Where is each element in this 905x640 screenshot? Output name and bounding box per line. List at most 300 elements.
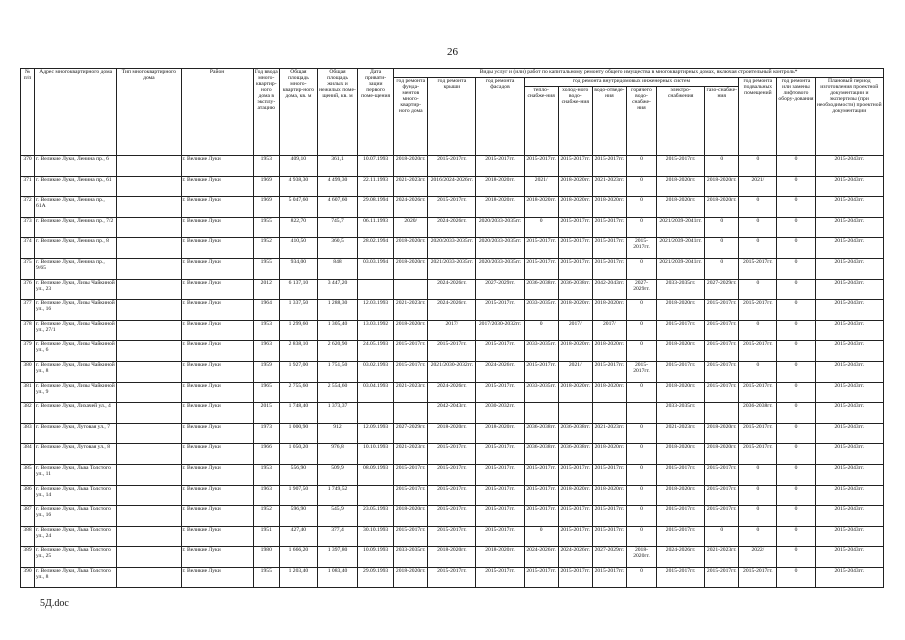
table-row [21,567,884,588]
cell-district: г. Великие Луки [181,238,253,259]
cell-fund: 2018-2020гг. [394,506,428,527]
cell-cold-water: 2015-2017гг. [558,238,592,259]
cell-facade: 2024-2026гг. [476,361,524,382]
cell-cold-water: 2018-2020гг. [558,341,592,362]
cell-hot-water: 0 [626,176,656,197]
cell-facade: 2015-2017гг. [476,485,524,506]
cell-lift: 0 [777,156,815,177]
cell-facade: 2030-2032гг. [476,403,524,424]
cell-electric: 2021/2039-2041гг. [657,258,705,279]
cell-priv-date [358,485,394,506]
cell-district: г. Великие Луки [181,547,253,568]
cell-roof: 2021/2033-2035гг. [428,258,476,279]
cell-district: г. Великие Луки [181,197,253,218]
cell-total-area: 556,90 [279,464,317,485]
col-heat-header: тепло-снабже-ния [524,87,558,156]
page-number: 26 [447,46,458,58]
cell-roof: 2024-2026гг. [428,217,476,238]
cell-priv-date: 29.09.1993 [358,567,394,588]
cell-gas [705,403,739,424]
cell-gas: 2015-2017гг. [705,506,739,527]
cell-fund: 2021-2023гг. [394,444,428,465]
cell-sewer: 2042-2043гг. [592,279,626,300]
cell-living-area: 4 607,60 [317,197,357,218]
cell-hot-water: 0 [626,300,656,321]
cell-year: 1964 [253,300,279,321]
cell-lift: 0 [777,197,815,218]
cell-electric: 2015-2017гг. [657,506,705,527]
cell-living-area: 361,1 [317,156,357,177]
cell-total-area: 1 666,20 [279,547,317,568]
cell-fund: 2015-2017гг. [394,361,428,382]
table-row [21,506,884,527]
cell-hot-water: 0 [626,217,656,238]
cell-living-area: 1 749,52 [317,485,357,506]
cell-facade: 2015-2017гг. [476,506,524,527]
cell-type [117,238,181,259]
table-row [21,300,884,321]
cell-hot-water: 0 [626,567,656,588]
cell-year: 1955 [253,258,279,279]
cell-type [117,547,181,568]
col-roof-header: год ремонта крыши [428,78,476,156]
cell-electric: 2018-2020гг. [657,176,705,197]
cell-facade: 2015-2017гг. [476,567,524,588]
cell-electric: 2015-2017гг. [657,156,705,177]
cell-heat: 2036-2038гг. [524,444,558,465]
cell-lift: 0 [777,320,815,341]
cell-address: г. Великие Луки, Лутовая ул., 7 [35,423,117,444]
cell-living-area: 1 305,40 [317,320,357,341]
cell-facade: 2020/2033-2035гг. [476,238,524,259]
cell-design: 2015-2043гг. [815,423,883,444]
cell-fund: 2021-2023гг. [394,300,428,321]
cell-heat: 2033-2035гг. [524,382,558,403]
cell-electric: 2018-2020гг. [657,382,705,403]
table-row [21,258,884,279]
cell-address: г. Великие Луки, Лизы Чайкиной ул., 27/1 [35,320,117,341]
cell-address: г. Великие Луки, Льва Толстого ул., 14 [35,485,117,506]
cell-address: г. Великие Луки, Льва Толстого ул., 8 [35,567,117,588]
cell-sewer: 2015-2017гг. [592,464,626,485]
cell-gas: 0 [705,156,739,177]
cell-gas: 2015-2017гг. [705,485,739,506]
cell-hot-water: 2015-2017гг. [626,361,656,382]
cell-roof: 2015-2017гг. [428,464,476,485]
cell-basement: 0 [739,238,777,259]
cell-sewer: 2018-2020гг. [592,300,626,321]
cell-priv-date: 29.08.1994 [358,197,394,218]
cell-priv-date: 03.04.1993 [358,382,394,403]
cell-roof: 2015-2017гг. [428,444,476,465]
cell-lift: 0 [777,217,815,238]
cell-electric: 2033-2035гг. [657,279,705,300]
cell-district: г. Великие Луки [181,300,253,321]
cell-cold-water: 2015-2017гг. [558,156,592,177]
cell-sewer: 2018-2020гг. [592,485,626,506]
cell-gas: 2015-2017гг. [705,361,739,382]
cell-address: г. Великие Луки, Лизы Чайкиной ул., 23 [35,279,117,300]
cell-address: г. Великие Луки, Ленина пр., 61А [35,197,117,218]
cell-cold-water: 2024-2026гг. [558,547,592,568]
cell-heat: 2036-2038гг. [524,279,558,300]
cell-total-area: 409,10 [279,156,317,177]
cell-electric: 2018-2020гг. [657,341,705,362]
cell-district: г. Великие Луки [181,464,253,485]
cell-num: 388 [21,526,35,547]
cell-address: г. Великие Луки, Ленина пр., 7/2 [35,217,117,238]
cell-type [117,526,181,547]
cell-address: г. Великие Луки, Лизы Чайкиной ул., 6 [35,341,117,362]
cell-roof: 2024-2026гг. [428,382,476,403]
cell-living-area: 509,9 [317,464,357,485]
cell-hot-water: 0 [626,506,656,527]
cell-facade: 2015-2017гг. [476,300,524,321]
cell-design: 2015-2043гг. [815,506,883,527]
cell-gas: 2018-2020гг. [705,423,739,444]
cell-address: г. Великие Луки, Льва Толстого ул., 25 [35,547,117,568]
cell-basement: 2015-2017гг. [739,567,777,588]
cell-total-area: 410,50 [279,238,317,259]
cell-sewer: 2018-2020гг. [592,341,626,362]
cell-basement: 2036-2038гг. [739,403,777,424]
cell-heat: 2015-2017гг. [524,567,558,588]
cell-roof: 2015-2017гг. [428,526,476,547]
col-gas-header: газо-снабже-ния [705,87,739,156]
cell-total-area: 1 748,40 [279,403,317,424]
cell-year: 2012 [253,279,279,300]
cell-type [117,485,181,506]
cell-address: г. Великие Луки, Льва Толстого ул., 11 [35,464,117,485]
cell-district: г. Великие Луки [181,485,253,506]
cell-num: 380 [21,361,35,382]
cell-num: 376 [21,279,35,300]
cell-type [117,156,181,177]
cell-facade: 2017/2030-2032гг. [476,320,524,341]
repair-schedule-table [20,68,884,588]
cell-design: 2015-2043гг. [815,444,883,465]
cell-design: 2015-2043гг. [815,197,883,218]
col-type-header: Тип многоквартирного дома [117,69,181,156]
cell-cold-water: 2036-2038гг. [558,444,592,465]
cell-facade: 2027-2029гг. [476,279,524,300]
cell-num: 370 [21,156,35,177]
cell-address: г. Великие Луки, Лизы Чайкиной ул., 16 [35,300,117,321]
cell-heat: 2018-2020гг. [524,197,558,218]
cell-year: 1969 [253,176,279,197]
cell-total-area: 2 755,60 [279,382,317,403]
cell-sewer: 2015-2017гг. [592,506,626,527]
cell-heat [524,403,558,424]
cell-year: 1952 [253,238,279,259]
cell-hot-water: 2027-2029гг. [626,279,656,300]
cell-lift: 0 [777,506,815,527]
cell-design: 2015-2043гг. [815,279,883,300]
cell-electric: 2015-2017гг. [657,464,705,485]
cell-priv-date [358,403,394,424]
cell-basement: 2015-2017гг. [739,341,777,362]
cell-address: г. Великие Луки, Лутовая ул., 8 [35,444,117,465]
cell-living-area: 3 447,20 [317,279,357,300]
cell-living-area: 1 288,30 [317,300,357,321]
cell-facade: 2018-2020гг. [476,423,524,444]
cell-priv-date: 12.03.1993 [358,300,394,321]
table-row [21,238,884,259]
cell-total-area: 822,70 [279,217,317,238]
cell-hot-water: 0 [626,320,656,341]
cell-year: 1953 [253,156,279,177]
cell-district: г. Великие Луки [181,361,253,382]
cell-district: г. Великие Луки [181,176,253,197]
cell-cold-water: 2021/ [558,361,592,382]
cell-district: г. Великие Луки [181,217,253,238]
cell-cold-water: 2018-2020гг. [558,197,592,218]
cell-type [117,279,181,300]
cell-gas: 2015-2017гг. [705,567,739,588]
cell-fund: 2015-2017гг. [394,464,428,485]
cell-num: 382 [21,403,35,424]
cell-total-area: 5 047,60 [279,197,317,218]
table-row [21,403,884,424]
cell-basement: 0 [739,156,777,177]
cell-facade: 2018-2020гг. [476,547,524,568]
cell-num: 373 [21,217,35,238]
cell-fund [394,279,428,300]
cell-living-area: 1 083,40 [317,567,357,588]
cell-electric: 2018-2020гг. [657,444,705,465]
cell-priv-date: 28.02.1994 [358,238,394,259]
cell-cold-water: 2018-2020гг. [558,300,592,321]
cell-num: 386 [21,485,35,506]
cell-living-area: 912 [317,423,357,444]
cell-design: 2015-2043гг. [815,258,883,279]
cell-fund: 2021-2023гг. [394,176,428,197]
cell-basement: 2021/ [739,176,777,197]
cell-district: г. Великие Луки [181,258,253,279]
cell-cold-water: 2018-2020гг. [558,176,592,197]
cell-heat: 2015-2017гг. [524,361,558,382]
cell-total-area: 1 050,20 [279,444,317,465]
col-num-header: № п/п [21,69,35,156]
col-priv-date-header: Дата привати-зации первого поме-щения [358,69,394,156]
cell-lift: 0 [777,176,815,197]
cell-lift: 0 [777,279,815,300]
cell-lift: 0 [777,423,815,444]
cell-priv-date: 24.05.1993 [358,341,394,362]
cell-design: 2015-2043гг. [815,567,883,588]
cell-heat: 0 [524,320,558,341]
cell-basement: 2015-2017гг. [739,423,777,444]
cell-type [117,464,181,485]
cell-facade: 2015-2017гг. [476,382,524,403]
table-row [21,341,884,362]
cell-num: 375 [21,258,35,279]
cell-sewer: 2015-2017гг. [592,526,626,547]
cell-hot-water: 0 [626,423,656,444]
table-body [21,156,884,588]
cell-priv-date: 12.09.1993 [358,423,394,444]
cell-type [117,506,181,527]
cell-design: 2015-2043гг. [815,464,883,485]
cell-cold-water: 2036-2038гг. [558,279,592,300]
cell-facade: 2018-2020гг. [476,176,524,197]
cell-num: 381 [21,382,35,403]
cell-address: г. Великие Луки, Лихачей ул., 4 [35,403,117,424]
cell-electric: 2015-2017гг. [657,320,705,341]
cell-year: 1953 [253,464,279,485]
cell-cold-water: 2015-2017гг. [558,464,592,485]
cell-fund: 2018-2020гг. [394,238,428,259]
cell-basement: 0 [739,526,777,547]
cell-living-area: 377,4 [317,526,357,547]
table-row [21,526,884,547]
cell-lift: 0 [777,382,815,403]
cell-living-area: 1 397,80 [317,547,357,568]
cell-electric: 2033-2035гг. [657,403,705,424]
cell-living-area: 745,7 [317,217,357,238]
cell-electric: 2018-2020гг. [657,485,705,506]
cell-design: 2015-2043гг. [815,485,883,506]
cell-sewer: 2018-2020гг. [592,382,626,403]
cell-roof: 2018-2020гг. [428,423,476,444]
cell-fund [394,403,428,424]
cell-lift: 0 [777,464,815,485]
cell-total-area: 1 299,60 [279,320,317,341]
cell-priv-date: 03.02.1993 [358,361,394,382]
cell-num: 371 [21,176,35,197]
cell-year: 1953 [253,320,279,341]
cell-address: г. Великие Луки, Льва Толстого ул., 16 [35,506,117,527]
cell-num: 374 [21,238,35,259]
cell-electric: 2021-2023гг. [657,423,705,444]
cell-living-area: 1 751,50 [317,361,357,382]
cell-roof: 2016/2024-2026гг. [428,176,476,197]
cell-total-area: 427,40 [279,526,317,547]
cell-hot-water: 0 [626,382,656,403]
cell-heat: 2015-2017гг. [524,238,558,259]
col-cold-water-header: холод-ного водо-снабже-ния [558,87,592,156]
cell-gas: 2027-2029гг. [705,279,739,300]
cell-num: 379 [21,341,35,362]
cell-design: 2015-2043гг. [815,320,883,341]
table-row [21,217,884,238]
cell-basement: 2015-2017гг. [739,444,777,465]
cell-design: 2015-2043гг. [815,238,883,259]
cell-facade: 2015-2017гг. [476,156,524,177]
cell-cold-water: 2015-2017гг. [558,506,592,527]
table-row [21,279,884,300]
cell-num: 389 [21,547,35,568]
cell-district: г. Великие Луки [181,156,253,177]
cell-num: 387 [21,506,35,527]
cell-priv-date: 23.05.1993 [358,506,394,527]
cell-heat: 2021/ [524,176,558,197]
cell-facade: 2020/2033-2035гг. [476,258,524,279]
col-design-header: Плановый период изготовления проектной документации и экспертизы (при необходимости) проектной документации [815,78,883,156]
cell-roof: 2024-2026гг. [428,279,476,300]
cell-roof: 2015-2017гг. [428,485,476,506]
cell-gas: 0 [705,238,739,259]
cell-district: г. Великие Луки [181,423,253,444]
cell-gas: 2018-2020гг. [705,444,739,465]
cell-total-area: 1 927,00 [279,361,317,382]
cell-total-area: 4 938,30 [279,176,317,197]
cell-fund: 2024-2026гг. [394,197,428,218]
cell-gas: 2018-2020гг. [705,176,739,197]
cell-year: 1963 [253,485,279,506]
cell-sewer: 2015-2017гг. [592,217,626,238]
cell-cold-water: 2036-2038гг. [558,423,592,444]
cell-living-area: 4 499,30 [317,176,357,197]
cell-priv-date: 06.11.1993 [358,217,394,238]
cell-living-area: 360,5 [317,238,357,259]
cell-heat: 2015-2017гг. [524,258,558,279]
cell-basement: 2015-2017гг. [739,382,777,403]
cell-roof: 2024-2026гг. [428,300,476,321]
cell-type [117,361,181,382]
cell-year: 1980 [253,547,279,568]
cell-year: 1963 [253,341,279,362]
cell-priv-date: 10.10.1993 [358,444,394,465]
cell-sewer: 2015-2017гг. [592,361,626,382]
cell-district: г. Великие Луки [181,526,253,547]
cell-basement: 0 [739,464,777,485]
cell-hot-water: 0 [626,258,656,279]
cell-living-area: 848 [317,258,357,279]
col-fund-header: год ремонта фунда-ментов много-квартир-ного дома [394,78,428,156]
cell-basement: 0 [739,320,777,341]
cell-total-area: 934,00 [279,258,317,279]
cell-hot-water: 2018-2020гг. [626,547,656,568]
cell-hot-water: 0 [626,197,656,218]
cell-basement: 0 [739,217,777,238]
cell-roof: 2018-2020гг. [428,547,476,568]
cell-district: г. Великие Луки [181,506,253,527]
cell-hot-water: 0 [626,444,656,465]
cell-fund: 2018-2020гг. [394,258,428,279]
cell-type [117,197,181,218]
cell-hot-water: 0 [626,464,656,485]
cell-living-area: 545,9 [317,506,357,527]
table-row [21,197,884,218]
cell-type [117,176,181,197]
cell-gas: 0 [705,217,739,238]
table-row [21,485,884,506]
cell-address: г. Великие Луки, Ленина пр., 8 [35,238,117,259]
cell-year: 1973 [253,423,279,444]
cell-gas: 2015-2017гг. [705,382,739,403]
cell-design: 2015-2043гг. [815,300,883,321]
cell-lift: 0 [777,444,815,465]
col-facade-header: год ремонта фасадов [476,78,524,156]
cell-cold-water [558,403,592,424]
cell-basement: 0 [739,279,777,300]
cell-basement: 2015-2017гг. [739,258,777,279]
cell-design: 2015-2043гг. [815,403,883,424]
cell-address: г. Великие Луки, Ленина пр., 61 [35,176,117,197]
cell-electric: 2021/2039-2041гг. [657,217,705,238]
cell-cold-water: 2015-2017гг. [558,567,592,588]
cell-heat: 2015-2017гг. [524,506,558,527]
cell-priv-date: 30.10.1993 [358,526,394,547]
cell-type [117,341,181,362]
cell-sewer: 2021-2023гг. [592,423,626,444]
cell-living-area: 2 554,60 [317,382,357,403]
cell-gas: 2018-2020гг. [705,197,739,218]
cell-heat: 2033-2035гг. [524,300,558,321]
cell-year: 2015 [253,403,279,424]
cell-fund: 2018-2020гг. [394,156,428,177]
